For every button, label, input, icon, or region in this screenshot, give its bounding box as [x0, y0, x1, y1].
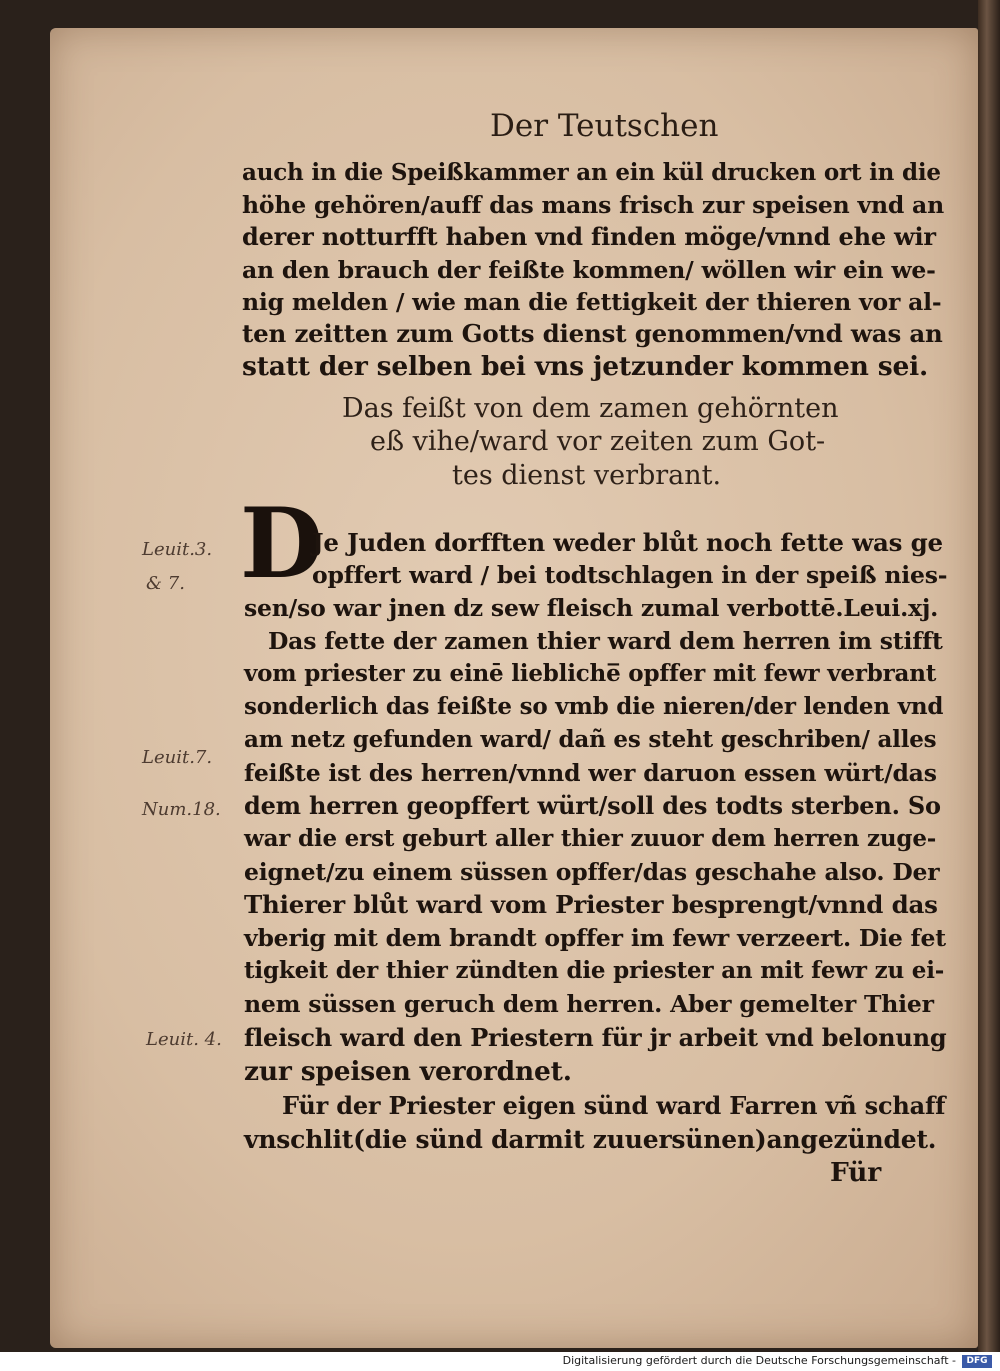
margin-note: Leuit. 4. — [146, 1029, 222, 1050]
text-line: eignet/zu einem süssen opffer/das geschahe also. Der — [244, 858, 940, 886]
text-line: am netz gefunden ward/ dañ es steht geschriben/ alles — [244, 726, 937, 753]
text-line: vberig mit dem brandt opffer im fewr verzeert. Die fet — [244, 924, 946, 952]
text-line: tigkeit der thier zündten die priester an mit fewr zu ei- — [244, 957, 945, 984]
text-line: feißte ist des herren/vnnd wer daruon essen würt/das — [244, 759, 937, 787]
section-heading-line: tes dienst verbrant. — [452, 460, 722, 491]
text-line: dem herren geopffert würt/soll des todts sterben. So — [244, 791, 941, 820]
text-line: opffert ward / bei todtschlagen in der speiß nies- — [312, 561, 948, 589]
text-line: Thierer blůt ward vom Priester besprengt/vnnd das — [244, 890, 938, 919]
text-line: an den brauch der feißte kommen/ wöllen wir ein we- — [242, 256, 936, 284]
catchword: Für — [830, 1157, 881, 1188]
text-line: ten zeitten zum Gotts dienst genommen/vnd was an — [242, 319, 943, 348]
margin-note: Num.18. — [142, 799, 221, 820]
margin-note: Leuit.3. — [142, 539, 213, 560]
text-line: sen/so war jnen dz sew fleisch zumal verbottē.Leui.xj. — [244, 594, 939, 622]
text-line: höhe gehören/auff das mans frisch zur speisen vnd an — [242, 191, 944, 219]
text-line: Je Juden dorfften weder blůt noch fette was ge — [312, 528, 943, 557]
running-head: Der Teutschen — [490, 108, 719, 144]
text-line: Das fette der zamen thier ward dem herren im stifft — [268, 627, 943, 655]
text-line: nig melden / wie man die fettigkeit der thieren vor al- — [242, 288, 942, 316]
section-heading-line: Das feißt von dem zamen gehörnten — [342, 393, 839, 424]
text-line: statt der selben bei vns jetzunder kommen sei. — [242, 351, 929, 382]
text-line: war die erst geburt aller thier zuuor dem herren zuge- — [244, 825, 937, 852]
funding-credit: Digitalisierung gefördert durch die Deutsche Forschungsgemeinschaft - — [562, 1354, 956, 1367]
drop-cap: D — [240, 487, 324, 600]
text-line: Für der Priester eigen sünd ward Farren vñ schaff — [282, 1091, 946, 1120]
book-spine — [978, 0, 1000, 1352]
text-line: auch in die Speißkammer an ein kül drucken ort in die — [242, 159, 941, 186]
text-line: nem süssen geruch dem herren. Aber gemelter Thier — [244, 990, 934, 1018]
margin-note: Leuit.7. — [142, 747, 213, 768]
section-heading-line: eß vihe/ward vor zeiten zum Got- — [370, 426, 826, 457]
text-line: vnschlit(die sünd darmit zuuersünen)angezündet. — [244, 1125, 937, 1154]
margin-note: & 7. — [146, 573, 185, 594]
text-line: zur speisen verordnet. — [244, 1056, 572, 1087]
text-line: sonderlich das feißte so vmb die nieren/der lenden vnd — [244, 693, 944, 720]
dfg-logo: DFG — [962, 1355, 992, 1368]
text-line: derer notturfft haben vnd finden möge/vnnd ehe wir — [242, 222, 936, 251]
text-line: vom priester zu einē liebliche̅ opffer mit fewr verbrant — [244, 660, 937, 687]
text-line: fleisch ward den Priestern für jr arbeit vnd belonung — [244, 1023, 947, 1052]
